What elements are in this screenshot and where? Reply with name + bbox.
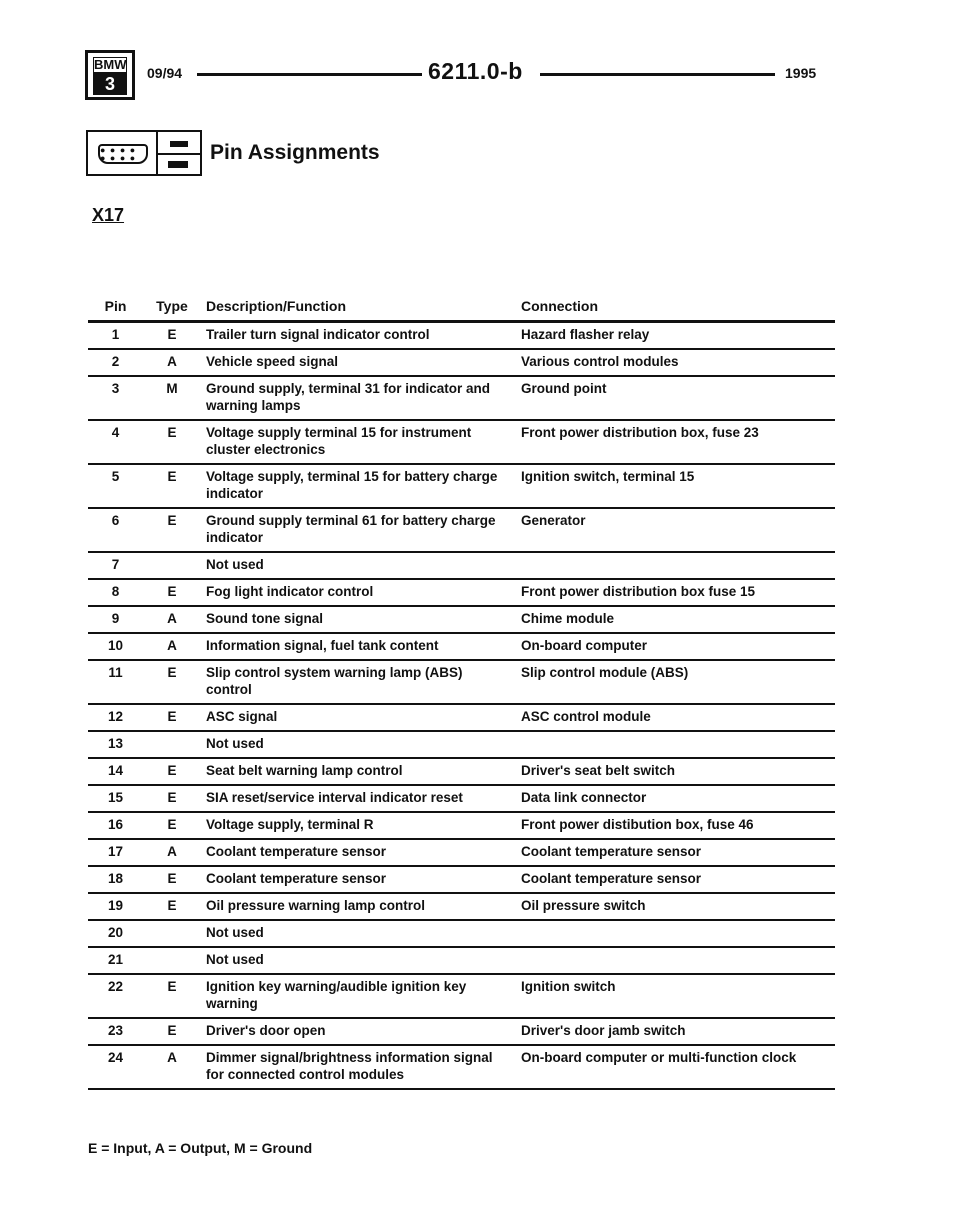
table-row	[88, 634, 835, 661]
badge-model: BMW	[94, 57, 127, 72]
pin-symbol-icon	[158, 130, 202, 176]
description-cell: Ground supply terminal 61 for battery charge indicator	[206, 513, 496, 545]
table-row	[88, 421, 835, 465]
type-cell: A	[167, 638, 177, 653]
table-row	[88, 921, 835, 948]
type-cell: E	[167, 979, 177, 994]
table-row	[88, 465, 835, 509]
pin-cell: 11	[108, 665, 123, 680]
type-cell: E	[167, 665, 177, 680]
pin-cell: 19	[107, 898, 124, 913]
pin-cell: 7	[111, 557, 120, 572]
pin-cell: 3	[111, 381, 120, 396]
page-title: Pin Assignments	[210, 141, 380, 164]
description-cell: Coolant temperature sensor	[206, 871, 387, 886]
connection-cell: Slip control module (ABS)	[521, 665, 689, 680]
connection-cell: Data link connector	[521, 790, 647, 805]
type-cell: E	[167, 425, 177, 440]
pin-cell: 22	[107, 979, 124, 994]
type-cell: E	[167, 1023, 177, 1038]
connection-cell: Generator	[521, 513, 586, 528]
pin-cell: 10	[107, 638, 124, 653]
pin-cell: 9	[111, 611, 120, 626]
type-legend: E = Input, A = Output, M = Ground	[88, 1140, 313, 1156]
header-date: 09/94	[147, 65, 183, 81]
connection-cell: Chime module	[521, 611, 615, 626]
table-body	[88, 323, 835, 1090]
type-cell: A	[167, 1050, 177, 1065]
pin-cell: 4	[111, 425, 120, 440]
table-row	[88, 948, 835, 975]
table-row	[88, 607, 835, 634]
pin-cell: 14	[107, 763, 124, 778]
connection-cell: Front power distibution box, fuse 46	[521, 817, 754, 832]
type-cell: E	[167, 898, 177, 913]
type-cell: E	[167, 790, 177, 805]
table-row	[88, 786, 835, 813]
pin-cell: 20	[107, 925, 124, 940]
description-cell: Information signal, fuel tank content	[206, 638, 439, 653]
pin-cell: 18	[107, 871, 124, 886]
header-connection: Connection	[521, 298, 598, 314]
description-cell: Trailer turn signal indicator control	[206, 327, 430, 342]
type-cell: A	[167, 611, 177, 626]
table-row	[88, 867, 835, 894]
type-cell: E	[167, 817, 177, 832]
table-row	[88, 732, 835, 759]
type-cell: E	[167, 763, 177, 778]
pin-cell: 24	[107, 1050, 124, 1065]
pin-cell: 12	[107, 709, 124, 724]
connection-cell: Ground point	[521, 381, 607, 396]
description-cell: Dimmer signal/brightness information signal for connected control modules	[206, 1050, 493, 1082]
type-cell: E	[167, 871, 177, 886]
table-row	[88, 377, 835, 421]
table-row	[88, 705, 835, 732]
header-rule-left	[197, 73, 422, 76]
pin-cell: 21	[107, 952, 124, 967]
table-header	[88, 298, 835, 320]
description-cell: Sound tone signal	[206, 611, 323, 626]
badge-series: 3	[93, 73, 127, 95]
connection-cell: Coolant temperature sensor	[521, 871, 702, 886]
description-cell: Not used	[206, 736, 264, 751]
pin-cell: 15	[107, 790, 124, 805]
pin-cell: 6	[111, 513, 120, 528]
description-cell: Seat belt warning lamp control	[206, 763, 403, 778]
document-number: 6211.0-b	[428, 58, 523, 84]
table-row	[88, 894, 835, 921]
description-cell: ASC signal	[206, 709, 278, 724]
description-cell: Not used	[206, 925, 264, 940]
connection-cell: ASC control module	[521, 709, 651, 724]
description-cell: Not used	[206, 557, 264, 572]
type-cell: E	[167, 327, 177, 342]
connection-cell: Front power distribution box fuse 15	[521, 584, 756, 599]
connection-cell: Ignition switch, terminal 15	[521, 469, 695, 484]
type-cell: E	[167, 469, 177, 484]
pin-cell: 13	[107, 736, 124, 751]
bmw-series-badge-icon	[85, 50, 135, 100]
description-cell: Ignition key warning/audible ignition key warning	[206, 979, 467, 1011]
table-row	[88, 350, 835, 377]
table-row	[88, 509, 835, 553]
table-row	[88, 840, 835, 867]
pin-cell: 23	[107, 1023, 124, 1038]
table-row	[88, 553, 835, 580]
connection-cell: Hazard flasher relay	[521, 327, 650, 342]
connection-cell: Front power distribution box, fuse 23	[521, 425, 759, 440]
pin-cell: 2	[111, 354, 120, 369]
connection-cell: Driver's door jamb switch	[521, 1023, 686, 1038]
table-row	[88, 580, 835, 607]
connection-cell: Coolant temperature sensor	[521, 844, 702, 859]
connector-id: X17	[92, 205, 125, 225]
connection-cell: On-board computer	[521, 638, 648, 653]
type-cell: E	[167, 709, 177, 724]
connector-plug-icon: ● ● ● ● ● ● ● ●	[86, 130, 158, 176]
description-cell: SIA reset/service interval indicator reset	[206, 790, 463, 805]
connection-cell: Driver's seat belt switch	[521, 763, 676, 778]
type-cell: E	[167, 584, 177, 599]
description-cell: Ground supply, terminal 31 for indicator and warning lamps	[206, 381, 491, 413]
description-cell: Not used	[206, 952, 264, 967]
description-cell: Coolant temperature sensor	[206, 844, 387, 859]
pin-cell: 17	[107, 844, 124, 859]
table-row	[88, 759, 835, 786]
header-description: Description/Function	[206, 298, 346, 314]
type-cell: A	[167, 354, 177, 369]
table-row	[88, 813, 835, 840]
connection-cell: Oil pressure switch	[521, 898, 646, 913]
table-row	[88, 1046, 835, 1090]
type-cell: E	[167, 513, 177, 528]
description-cell: Fog light indicator control	[206, 584, 374, 599]
connection-cell: On-board computer or multi-function clock	[521, 1050, 797, 1065]
description-cell: Voltage supply terminal 15 for instrument cluster electronics	[206, 425, 472, 457]
table-row	[88, 323, 835, 350]
description-cell: Voltage supply, terminal R	[206, 817, 374, 832]
description-cell: Slip control system warning lamp (ABS) control	[206, 665, 463, 697]
header-rule-right	[540, 73, 775, 76]
table-row	[88, 975, 835, 1019]
pin-cell: 1	[111, 327, 120, 342]
pin-assignment-table	[88, 298, 835, 1090]
header-pin: Pin	[104, 298, 127, 314]
table-row	[88, 661, 835, 705]
description-cell: Voltage supply, terminal 15 for battery charge indicator	[206, 469, 498, 501]
page-header	[85, 50, 835, 100]
description-cell: Driver's door open	[206, 1023, 326, 1038]
header-type: Type	[156, 298, 188, 314]
header-year: 1995	[785, 65, 817, 81]
description-cell: Oil pressure warning lamp control	[206, 898, 426, 913]
description-cell: Vehicle speed signal	[206, 354, 339, 369]
type-cell: A	[167, 844, 177, 859]
pin-cell: 5	[111, 469, 120, 484]
pin-cell: 8	[111, 584, 120, 599]
table-row	[88, 1019, 835, 1046]
type-cell: M	[166, 381, 178, 396]
connection-cell: Various control modules	[521, 354, 679, 369]
pin-cell: 16	[107, 817, 124, 832]
connection-cell: Ignition switch	[521, 979, 616, 994]
